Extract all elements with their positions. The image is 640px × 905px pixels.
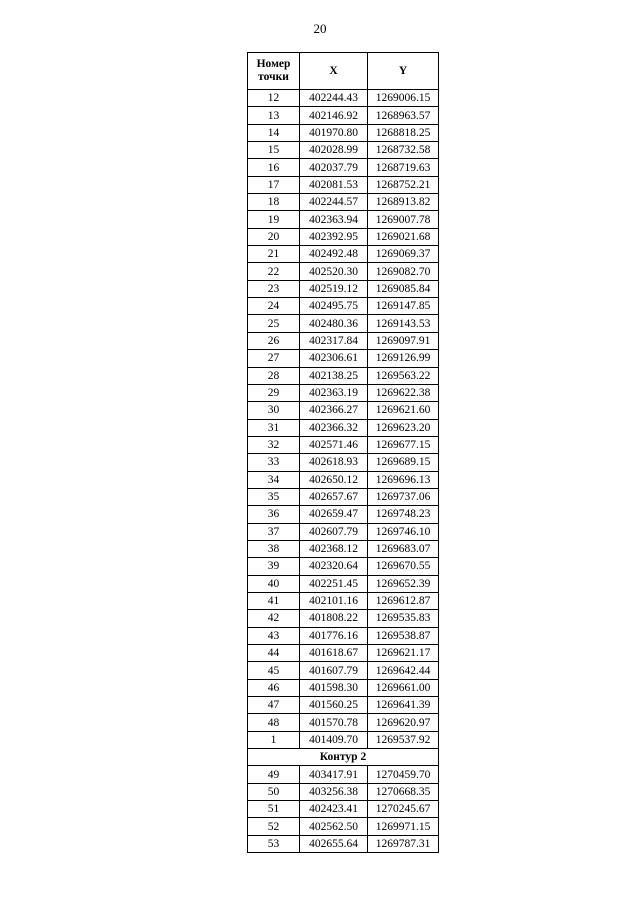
point-number-cell: 19 <box>248 211 300 228</box>
table-row <box>248 298 439 315</box>
y-coordinate-cell: 1269535.83 <box>368 610 439 627</box>
table-row <box>248 540 439 557</box>
header-point-number-line2: точки <box>258 71 289 83</box>
table-row <box>248 801 439 818</box>
x-coordinate-cell: 402028.99 <box>300 142 368 159</box>
point-number-cell: 22 <box>248 263 300 280</box>
table-row <box>248 627 439 644</box>
y-coordinate-cell: 1269661.00 <box>368 679 439 696</box>
point-number-cell: 15 <box>248 142 300 159</box>
table-row <box>248 350 439 367</box>
x-coordinate-cell: 402520.30 <box>300 263 368 280</box>
table-row <box>248 263 439 280</box>
table-row <box>248 558 439 575</box>
x-coordinate-cell: 402037.79 <box>300 159 368 176</box>
y-coordinate-cell: 1269670.55 <box>368 558 439 575</box>
point-number-cell: 39 <box>248 558 300 575</box>
y-coordinate-cell: 1269641.39 <box>368 697 439 714</box>
point-number-cell: 14 <box>248 124 300 141</box>
x-coordinate-cell: 402618.93 <box>300 454 368 471</box>
point-number-cell: 38 <box>248 540 300 557</box>
point-number-cell: 12 <box>248 90 300 107</box>
point-number-cell: 1 <box>248 731 300 748</box>
table-row <box>248 194 439 211</box>
x-coordinate-cell: 401598.30 <box>300 679 368 696</box>
y-coordinate-cell: 1269696.13 <box>368 471 439 488</box>
point-number-cell: 21 <box>248 246 300 263</box>
point-number-cell: 45 <box>248 662 300 679</box>
table-row <box>248 384 439 401</box>
x-coordinate-cell: 402655.64 <box>300 835 368 852</box>
y-coordinate-cell: 1269021.68 <box>368 228 439 245</box>
y-coordinate-cell: 1269689.15 <box>368 454 439 471</box>
table-row <box>248 211 439 228</box>
x-coordinate-cell: 402571.46 <box>300 436 368 453</box>
table-row <box>248 662 439 679</box>
y-coordinate-cell: 1269082.70 <box>368 263 439 280</box>
y-coordinate-cell: 1269620.97 <box>368 714 439 731</box>
x-coordinate-cell: 402492.48 <box>300 246 368 263</box>
point-number-cell: 44 <box>248 645 300 662</box>
x-coordinate-cell: 401570.78 <box>300 714 368 731</box>
x-coordinate-cell: 402650.12 <box>300 471 368 488</box>
y-coordinate-cell: 1269642.44 <box>368 662 439 679</box>
point-number-cell: 20 <box>248 228 300 245</box>
table-row <box>248 835 439 852</box>
y-coordinate-cell: 1269683.07 <box>368 540 439 557</box>
section-title: Контур 2 <box>248 749 439 766</box>
y-coordinate-cell: 1268732.58 <box>368 142 439 159</box>
header-x: X <box>300 53 368 90</box>
x-coordinate-cell: 402607.79 <box>300 523 368 540</box>
x-coordinate-cell: 402244.43 <box>300 90 368 107</box>
x-coordinate-cell: 403417.91 <box>300 766 368 783</box>
table-row <box>248 592 439 609</box>
point-number-cell: 36 <box>248 506 300 523</box>
y-coordinate-cell: 1269677.15 <box>368 436 439 453</box>
y-coordinate-cell: 1268818.25 <box>368 124 439 141</box>
point-number-cell: 43 <box>248 627 300 644</box>
point-number-cell: 31 <box>248 419 300 436</box>
y-coordinate-cell: 1269652.39 <box>368 575 439 592</box>
y-coordinate-cell: 1269085.84 <box>368 280 439 297</box>
point-number-cell: 28 <box>248 367 300 384</box>
table-row <box>248 697 439 714</box>
y-coordinate-cell: 1269069.37 <box>368 246 439 263</box>
x-coordinate-cell: 402138.25 <box>300 367 368 384</box>
point-number-cell: 50 <box>248 783 300 800</box>
point-number-cell: 27 <box>248 350 300 367</box>
table-row <box>248 90 439 107</box>
point-number-cell: 30 <box>248 402 300 419</box>
table-row <box>248 488 439 505</box>
y-coordinate-cell: 1269621.17 <box>368 645 439 662</box>
y-coordinate-cell: 1269537.92 <box>368 731 439 748</box>
y-coordinate-cell: 1270245.67 <box>368 801 439 818</box>
table-row <box>248 419 439 436</box>
point-number-cell: 47 <box>248 697 300 714</box>
x-coordinate-cell: 401970.80 <box>300 124 368 141</box>
table-row <box>248 610 439 627</box>
page-number: 20 <box>313 21 327 36</box>
header-y: Y <box>368 53 439 90</box>
coordinates-table <box>247 52 439 853</box>
table-row <box>248 142 439 159</box>
x-coordinate-cell: 402317.84 <box>300 332 368 349</box>
point-number-cell: 29 <box>248 384 300 401</box>
section-row <box>248 749 439 766</box>
x-coordinate-cell: 401560.25 <box>300 697 368 714</box>
table-row <box>248 107 439 124</box>
x-coordinate-cell: 402657.67 <box>300 488 368 505</box>
point-number-cell: 40 <box>248 575 300 592</box>
y-coordinate-cell: 1269147.85 <box>368 298 439 315</box>
point-number-cell: 34 <box>248 471 300 488</box>
y-coordinate-cell: 1269538.87 <box>368 627 439 644</box>
point-number-cell: 46 <box>248 679 300 696</box>
x-coordinate-cell: 402519.12 <box>300 280 368 297</box>
x-coordinate-cell: 402306.61 <box>300 350 368 367</box>
table-row <box>248 246 439 263</box>
table-row <box>248 766 439 783</box>
table-row <box>248 436 439 453</box>
point-number-cell: 18 <box>248 194 300 211</box>
table-row <box>248 402 439 419</box>
point-number-cell: 51 <box>248 801 300 818</box>
x-coordinate-cell: 402659.47 <box>300 506 368 523</box>
point-number-cell: 26 <box>248 332 300 349</box>
table-row <box>248 332 439 349</box>
y-coordinate-cell: 1269737.06 <box>368 488 439 505</box>
y-coordinate-cell: 1269097.91 <box>368 332 439 349</box>
x-coordinate-cell: 401607.79 <box>300 662 368 679</box>
point-number-cell: 25 <box>248 315 300 332</box>
y-coordinate-cell: 1269621.60 <box>368 402 439 419</box>
x-coordinate-cell: 402480.36 <box>300 315 368 332</box>
table-row <box>248 280 439 297</box>
x-coordinate-cell: 402081.53 <box>300 176 368 193</box>
x-coordinate-cell: 402423.41 <box>300 801 368 818</box>
x-coordinate-cell: 402366.27 <box>300 402 368 419</box>
x-coordinate-cell: 402363.94 <box>300 211 368 228</box>
point-number-cell: 32 <box>248 436 300 453</box>
y-coordinate-cell: 1269126.99 <box>368 350 439 367</box>
point-number-cell: 42 <box>248 610 300 627</box>
table-row <box>248 731 439 748</box>
y-coordinate-cell: 1269971.15 <box>368 818 439 835</box>
point-number-cell: 37 <box>248 523 300 540</box>
y-coordinate-cell: 1268752.21 <box>368 176 439 193</box>
y-coordinate-cell: 1269143.53 <box>368 315 439 332</box>
table-row <box>248 714 439 731</box>
y-coordinate-cell: 1270668.35 <box>368 783 439 800</box>
point-number-cell: 17 <box>248 176 300 193</box>
table-row <box>248 818 439 835</box>
table-row <box>248 645 439 662</box>
y-coordinate-cell: 1268719.63 <box>368 159 439 176</box>
x-coordinate-cell: 402146.92 <box>300 107 368 124</box>
x-coordinate-cell: 401808.22 <box>300 610 368 627</box>
y-coordinate-cell: 1268913.82 <box>368 194 439 211</box>
table-row <box>248 159 439 176</box>
y-coordinate-cell: 1269007.78 <box>368 211 439 228</box>
point-number-cell: 24 <box>248 298 300 315</box>
table-row <box>248 124 439 141</box>
table-row <box>248 367 439 384</box>
y-coordinate-cell: 1269563.22 <box>368 367 439 384</box>
table-row <box>248 523 439 540</box>
x-coordinate-cell: 402363.19 <box>300 384 368 401</box>
table-row <box>248 679 439 696</box>
x-coordinate-cell: 402101.16 <box>300 592 368 609</box>
x-coordinate-cell: 401776.16 <box>300 627 368 644</box>
table-header-row <box>248 53 439 90</box>
table-body <box>248 90 439 853</box>
x-coordinate-cell: 402251.45 <box>300 575 368 592</box>
point-number-cell: 48 <box>248 714 300 731</box>
y-coordinate-cell: 1269006.15 <box>368 90 439 107</box>
x-coordinate-cell: 402368.12 <box>300 540 368 557</box>
table-row <box>248 575 439 592</box>
table-row <box>248 454 439 471</box>
x-coordinate-cell: 402495.75 <box>300 298 368 315</box>
x-coordinate-cell: 401409.70 <box>300 731 368 748</box>
point-number-cell: 13 <box>248 107 300 124</box>
table-row <box>248 315 439 332</box>
x-coordinate-cell: 402392.95 <box>300 228 368 245</box>
point-number-cell: 33 <box>248 454 300 471</box>
y-coordinate-cell: 1269787.31 <box>368 835 439 852</box>
y-coordinate-cell: 1268963.57 <box>368 107 439 124</box>
y-coordinate-cell: 1270459.70 <box>368 766 439 783</box>
point-number-cell: 41 <box>248 592 300 609</box>
y-coordinate-cell: 1269623.20 <box>368 419 439 436</box>
x-coordinate-cell: 402366.32 <box>300 419 368 436</box>
y-coordinate-cell: 1269622.38 <box>368 384 439 401</box>
table-row <box>248 783 439 800</box>
table-row <box>248 228 439 245</box>
table-row <box>248 471 439 488</box>
point-number-cell: 35 <box>248 488 300 505</box>
header-point-number <box>248 53 300 90</box>
y-coordinate-cell: 1269748.23 <box>368 506 439 523</box>
point-number-cell: 49 <box>248 766 300 783</box>
x-coordinate-cell: 403256.38 <box>300 783 368 800</box>
table-row <box>248 506 439 523</box>
x-coordinate-cell: 402244.57 <box>300 194 368 211</box>
point-number-cell: 16 <box>248 159 300 176</box>
x-coordinate-cell: 401618.67 <box>300 645 368 662</box>
point-number-cell: 52 <box>248 818 300 835</box>
header-point-number-line1: Номер <box>256 58 291 70</box>
point-number-cell: 53 <box>248 835 300 852</box>
x-coordinate-cell: 402562.50 <box>300 818 368 835</box>
y-coordinate-cell: 1269612.87 <box>368 592 439 609</box>
y-coordinate-cell: 1269746.10 <box>368 523 439 540</box>
point-number-cell: 23 <box>248 280 300 297</box>
x-coordinate-cell: 402320.64 <box>300 558 368 575</box>
table-row <box>248 176 439 193</box>
